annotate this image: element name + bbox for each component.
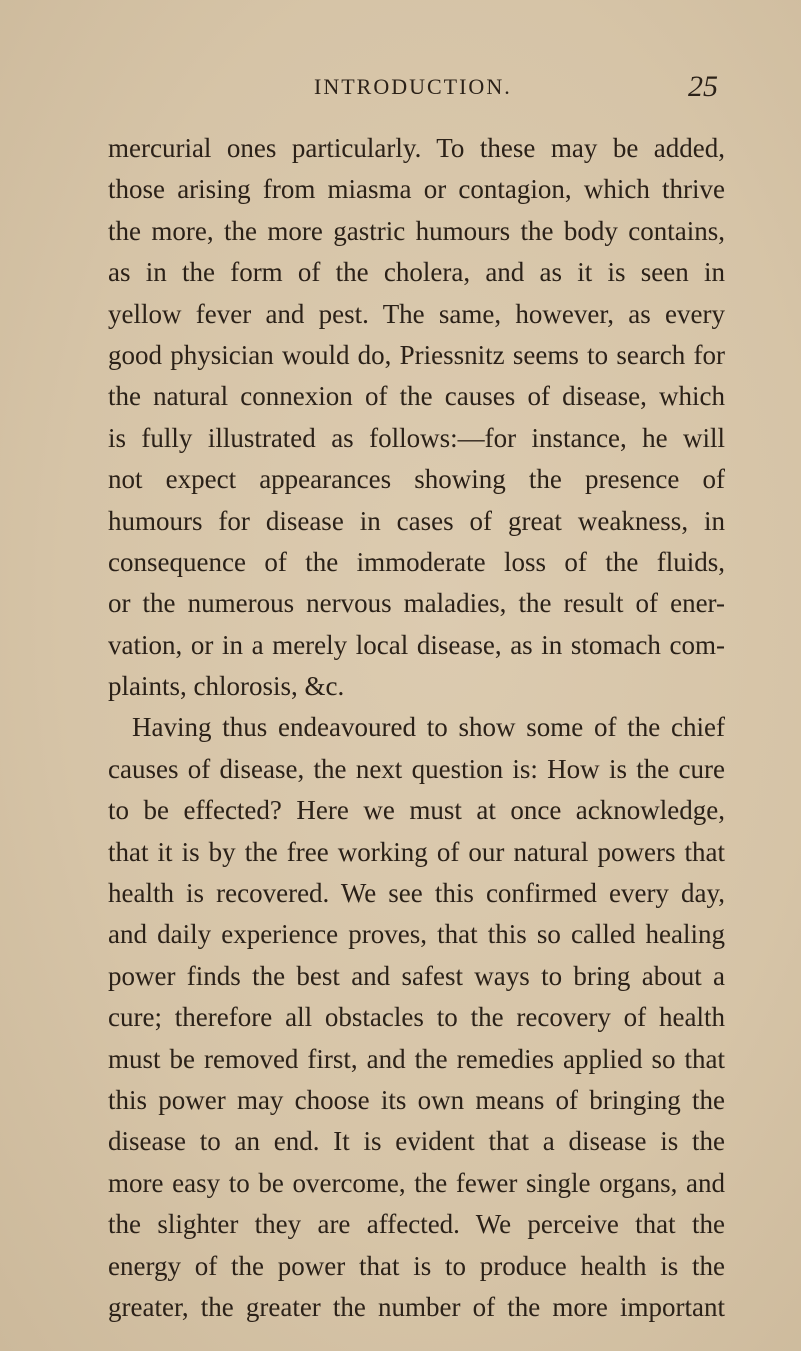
text-line: the more, the more gastric humours the body contains, — [108, 215, 725, 246]
text-line: this power may choose its own means of bringing the — [108, 1084, 725, 1115]
text-line: causes of disease, the next question is: How is the cure — [108, 753, 725, 784]
text-line: Having thus endeavoured to show some of the chief — [132, 712, 725, 743]
text-line: power finds the best and safest ways to bring about a — [108, 960, 725, 991]
running-head-title: INTRODUCTION. — [314, 74, 512, 99]
text-line: energy of the power that is to produce health is the — [108, 1250, 725, 1281]
body-text — [108, 128, 725, 1328]
text-line: the slighter they are affected. We perceive that the — [108, 1209, 725, 1240]
text-line: humours for disease in cases of great weakness, in — [108, 505, 725, 536]
text-line: not expect appearances showing the presence of — [108, 464, 725, 495]
text-line: to be effected? Here we must at once acknowledge, — [108, 795, 725, 826]
text-line: those arising from miasma or contagion, which thrive — [108, 174, 725, 205]
text-line: yellow fever and pest. The same, however, as every — [108, 298, 725, 329]
text-line: plaints, chlorosis, &c. — [108, 671, 345, 702]
text-line: as in the form of the cholera, and as it is seen in — [108, 257, 725, 288]
text-line: must be removed first, and the remedies applied so that — [108, 1043, 725, 1074]
text-line: disease to an end. It is evident that a disease is the — [108, 1126, 725, 1157]
text-line: vation, or in a merely local disease, as in stomach com- — [108, 629, 725, 660]
running-head — [0, 70, 801, 110]
text-line: health is recovered. We see this confirmed every day, — [108, 878, 725, 909]
text-line: more easy to be overcome, the fewer single organs, and — [108, 1167, 725, 1198]
text-line: or the numerous nervous maladies, the result of ener- — [108, 588, 725, 619]
text-line: the natural connexion of the causes of disease, which — [108, 381, 725, 412]
text-line: consequence of the immoderate loss of the fluids, — [108, 546, 725, 577]
text-line: cure; therefore all obstacles to the recovery of health — [108, 1002, 725, 1033]
text-line: and daily experience proves, that this so called healing — [108, 919, 725, 950]
text-line: good physician would do, Priessnitz seems to search for — [108, 339, 725, 370]
page-number: 25 — [688, 70, 718, 103]
text-line: mercurial ones particularly. To these may be added, — [108, 133, 725, 163]
text-line: greater, the greater the number of the more important — [108, 1291, 725, 1322]
text-line: is fully illustrated as follows:—for instance, he will — [108, 422, 725, 453]
text-line: that it is by the free working of our natural powers that — [108, 836, 725, 867]
